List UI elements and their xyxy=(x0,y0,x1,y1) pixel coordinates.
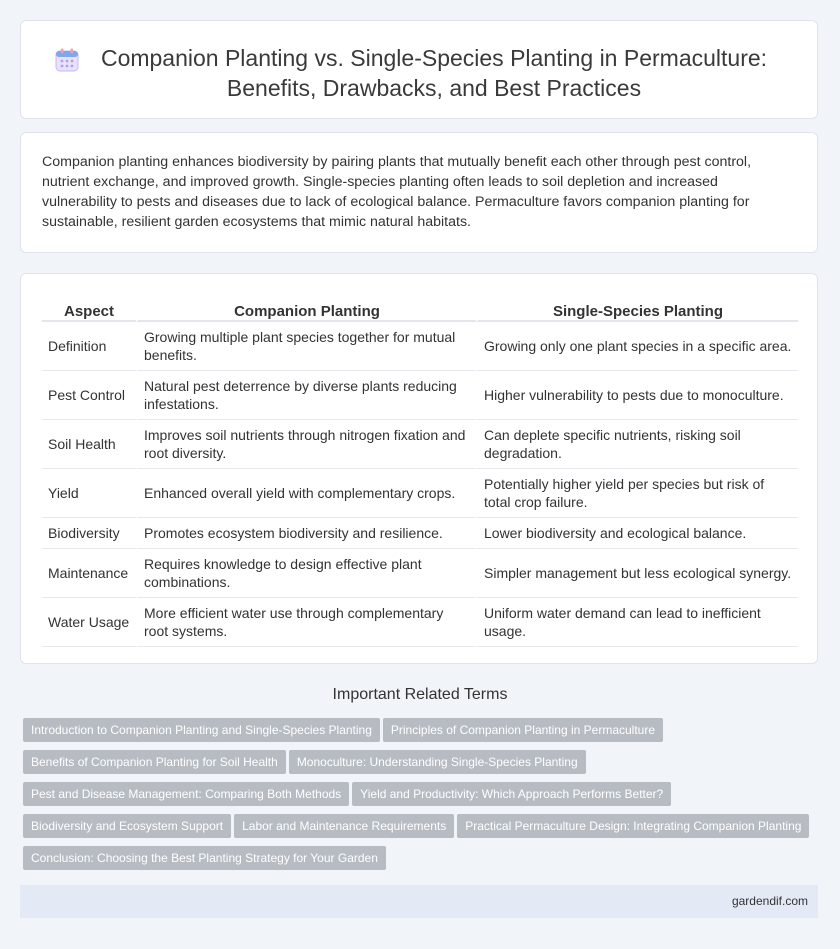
related-term-tag[interactable]: Practical Permaculture Design: Integrating Companion Planting xyxy=(457,814,809,838)
row-companion: Growing multiple plant species together for mutual benefits. xyxy=(136,322,476,371)
table-row xyxy=(42,518,798,549)
row-aspect: Pest Control xyxy=(42,371,136,420)
row-single: Can deplete specific nutrients, risking soil degradation. xyxy=(476,420,798,469)
summary-text: Companion planting enhances biodiversity by pairing plants that mutually benefit each other through pest control, nutrient exchange, and improved growth. Single-species planting often leads to soil depletion and increased vulnerability to pests and diseases due to lack of ecological balance. Permaculture favors companion planting for sustainable, resilient garden ecosystems that mimic natural habitats. xyxy=(42,154,752,230)
related-terms-list xyxy=(23,718,823,878)
header-single: Single-Species Planting xyxy=(476,294,798,322)
related-term-tag[interactable]: Conclusion: Choosing the Best Planting Strategy for Your Garden xyxy=(23,846,386,870)
row-companion: Natural pest deterrence by diverse plants reducing infestations. xyxy=(136,371,476,420)
header-aspect: Aspect xyxy=(42,294,136,322)
row-single: Uniform water demand can lead to inefficient usage. xyxy=(476,598,798,647)
related-term-tag[interactable]: Labor and Maintenance Requirements xyxy=(234,814,454,838)
row-single: Simpler management but less ecological synergy. xyxy=(476,549,798,598)
related-term-tag[interactable]: Yield and Productivity: Which Approach Performs Better? xyxy=(352,782,671,806)
row-aspect: Soil Health xyxy=(42,420,136,469)
related-term-tag[interactable]: Principles of Companion Planting in Permaculture xyxy=(383,718,663,742)
related-term-tag[interactable]: Biodiversity and Ecosystem Support xyxy=(23,814,231,838)
header-companion: Companion Planting xyxy=(136,294,476,322)
footer xyxy=(20,885,818,918)
comparison-table xyxy=(42,294,798,647)
title-card xyxy=(20,20,818,119)
row-aspect: Maintenance xyxy=(42,549,136,598)
row-single: Higher vulnerability to pests due to monoculture. xyxy=(476,371,798,420)
row-single: Potentially higher yield per species but risk of total crop failure. xyxy=(476,469,798,518)
summary-card xyxy=(20,132,818,253)
table-row xyxy=(42,469,798,518)
row-single: Growing only one plant species in a specific area. xyxy=(476,322,798,371)
row-companion: Enhanced overall yield with complementary crops. xyxy=(136,469,476,518)
related-term-tag[interactable]: Pest and Disease Management: Comparing Both Methods xyxy=(23,782,349,806)
row-aspect: Biodiversity xyxy=(42,518,136,549)
row-companion: Improves soil nutrients through nitrogen fixation and root diversity. xyxy=(136,420,476,469)
row-aspect: Yield xyxy=(42,469,136,518)
related-term-tag[interactable]: Introduction to Companion Planting and Single-Species Planting xyxy=(23,718,380,742)
table-row xyxy=(42,371,798,420)
row-companion: Promotes ecosystem biodiversity and resilience. xyxy=(136,518,476,549)
footer-site-link[interactable]: gardendif.com xyxy=(731,894,808,908)
page-title: Companion Planting vs. Single-Species Planting in Permaculture: Benefits, Drawbacks, and Best Practices xyxy=(100,45,768,101)
related-term-tag[interactable]: Benefits of Companion Planting for Soil Health xyxy=(23,750,286,774)
table-row xyxy=(42,420,798,469)
related-terms-title: Important Related Terms xyxy=(332,686,508,703)
table-row xyxy=(42,322,798,371)
row-single: Lower biodiversity and ecological balance. xyxy=(476,518,798,549)
table-header-row xyxy=(42,294,798,322)
row-companion: Requires knowledge to design effective plant combinations. xyxy=(136,549,476,598)
row-aspect: Definition xyxy=(42,322,136,371)
table-row xyxy=(42,598,798,647)
related-term-tag[interactable]: Monoculture: Understanding Single-Species Planting xyxy=(289,750,586,774)
comparison-card xyxy=(20,273,818,664)
table-row xyxy=(42,549,798,598)
row-aspect: Water Usage xyxy=(42,598,136,647)
row-companion: More efficient water use through complementary root systems. xyxy=(136,598,476,647)
